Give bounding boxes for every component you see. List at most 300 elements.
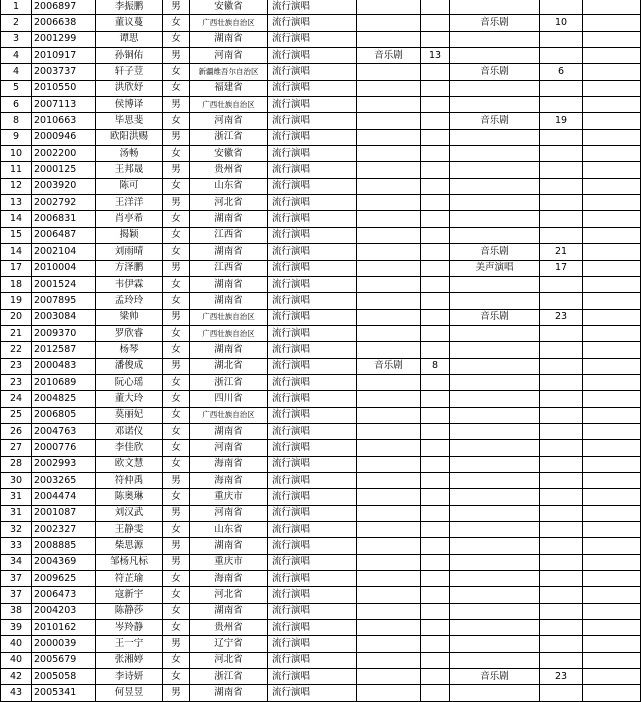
- province-cell[interactable]: 湖南省: [190, 244, 268, 260]
- extra-field-2-cell[interactable]: [450, 146, 540, 162]
- student-id-cell[interactable]: 2000776: [32, 440, 96, 456]
- extra-number-1-cell[interactable]: [421, 391, 450, 407]
- name-cell[interactable]: 王一宁: [96, 636, 163, 652]
- province-cell[interactable]: 安徽省: [190, 146, 268, 162]
- student-id-cell[interactable]: 2001299: [32, 31, 96, 47]
- extra-field-1-cell[interactable]: [357, 178, 421, 194]
- extra-field-2-cell[interactable]: [450, 571, 540, 587]
- name-cell[interactable]: 轩子荳: [96, 64, 163, 80]
- gender-cell[interactable]: 女: [163, 113, 190, 129]
- extra-field-2-cell[interactable]: [450, 97, 540, 113]
- category-cell[interactable]: 流行演唱: [268, 244, 357, 260]
- extra-field-1-cell[interactable]: [357, 211, 421, 227]
- student-id-cell[interactable]: 2005341: [32, 685, 96, 701]
- category-cell[interactable]: 流行演唱: [268, 260, 357, 276]
- extra-number-2-cell[interactable]: [540, 31, 583, 47]
- gender-cell[interactable]: 男: [163, 309, 190, 325]
- extra-number-1-cell[interactable]: [421, 538, 450, 554]
- extra-field-2-cell[interactable]: 音乐剧: [450, 64, 540, 80]
- province-cell[interactable]: 新疆维吾尔自治区: [190, 64, 268, 80]
- student-id-cell[interactable]: 2002200: [32, 146, 96, 162]
- row-index-cell[interactable]: 21: [1, 325, 32, 341]
- extra-field-1-cell[interactable]: [357, 571, 421, 587]
- province-cell[interactable]: 浙江省: [190, 669, 268, 685]
- extra-number-1-cell[interactable]: [421, 325, 450, 341]
- extra-number-2-cell[interactable]: [540, 423, 583, 439]
- category-cell[interactable]: 流行演唱: [268, 374, 357, 390]
- name-cell[interactable]: 莫丽妃: [96, 407, 163, 423]
- extra-field-2-cell[interactable]: 音乐剧: [450, 309, 540, 325]
- extra-number-2-cell[interactable]: [540, 97, 583, 113]
- extra-number-1-cell[interactable]: [421, 195, 450, 211]
- extra-number-2-cell[interactable]: [540, 407, 583, 423]
- category-cell[interactable]: 流行演唱: [268, 587, 357, 603]
- gender-cell[interactable]: 男: [163, 260, 190, 276]
- row-index-cell[interactable]: 10: [1, 146, 32, 162]
- extra-number-1-cell[interactable]: [421, 636, 450, 652]
- gender-cell[interactable]: 男: [163, 636, 190, 652]
- category-cell[interactable]: 流行演唱: [268, 472, 357, 488]
- extra-number-1-cell[interactable]: [421, 440, 450, 456]
- name-cell[interactable]: 侯博译: [96, 97, 163, 113]
- gender-cell[interactable]: 女: [163, 440, 190, 456]
- extra-field-2-cell[interactable]: [450, 227, 540, 243]
- extra-field-2-cell[interactable]: [450, 522, 540, 538]
- extra-number-1-cell[interactable]: [421, 620, 450, 636]
- extra-field-1-cell[interactable]: [357, 0, 421, 15]
- extra-number-2-cell[interactable]: [540, 325, 583, 341]
- student-id-cell[interactable]: 2002327: [32, 522, 96, 538]
- extra-number-1-cell[interactable]: 13: [421, 48, 450, 64]
- student-id-cell[interactable]: 2006487: [32, 227, 96, 243]
- extra-field-2-cell[interactable]: [450, 489, 540, 505]
- row-index-cell[interactable]: 17: [1, 260, 32, 276]
- empty-cell[interactable]: [583, 505, 641, 521]
- row-index-cell[interactable]: 19: [1, 293, 32, 309]
- name-cell[interactable]: 刘雨晴: [96, 244, 163, 260]
- gender-cell[interactable]: 女: [163, 146, 190, 162]
- extra-number-2-cell[interactable]: [540, 538, 583, 554]
- empty-cell[interactable]: [583, 129, 641, 145]
- student-id-cell[interactable]: 2006831: [32, 211, 96, 227]
- extra-field-2-cell[interactable]: [450, 620, 540, 636]
- student-id-cell[interactable]: 2004763: [32, 423, 96, 439]
- extra-number-1-cell[interactable]: [421, 603, 450, 619]
- gender-cell[interactable]: 男: [163, 358, 190, 374]
- category-cell[interactable]: 流行演唱: [268, 440, 357, 456]
- name-cell[interactable]: 陈静莎: [96, 603, 163, 619]
- name-cell[interactable]: 阮心瑶: [96, 374, 163, 390]
- province-cell[interactable]: 海南省: [190, 456, 268, 472]
- extra-number-2-cell[interactable]: 19: [540, 113, 583, 129]
- province-cell[interactable]: 河北省: [190, 195, 268, 211]
- province-cell[interactable]: 贵州省: [190, 620, 268, 636]
- student-id-cell[interactable]: 2001087: [32, 505, 96, 521]
- province-cell[interactable]: 广西壮族自治区: [190, 97, 268, 113]
- extra-number-2-cell[interactable]: [540, 195, 583, 211]
- extra-field-1-cell[interactable]: [357, 97, 421, 113]
- extra-number-1-cell[interactable]: [421, 178, 450, 194]
- extra-number-1-cell[interactable]: [421, 211, 450, 227]
- empty-cell[interactable]: [583, 685, 641, 701]
- extra-field-2-cell[interactable]: [450, 587, 540, 603]
- row-index-cell[interactable]: 37: [1, 587, 32, 603]
- name-cell[interactable]: 王邦晟: [96, 162, 163, 178]
- extra-field-2-cell[interactable]: [450, 685, 540, 701]
- extra-field-2-cell[interactable]: [450, 129, 540, 145]
- province-cell[interactable]: 河南省: [190, 505, 268, 521]
- extra-field-1-cell[interactable]: [357, 129, 421, 145]
- extra-field-1-cell[interactable]: [357, 293, 421, 309]
- empty-cell[interactable]: [583, 636, 641, 652]
- category-cell[interactable]: 流行演唱: [268, 571, 357, 587]
- empty-cell[interactable]: [583, 652, 641, 668]
- province-cell[interactable]: 广西壮族自治区: [190, 325, 268, 341]
- empty-cell[interactable]: [583, 178, 641, 194]
- row-index-cell[interactable]: 1: [1, 0, 32, 15]
- gender-cell[interactable]: 男: [163, 505, 190, 521]
- extra-number-1-cell[interactable]: [421, 244, 450, 260]
- name-cell[interactable]: 符芷瑜: [96, 571, 163, 587]
- province-cell[interactable]: 湖南省: [190, 276, 268, 292]
- province-cell[interactable]: 浙江省: [190, 129, 268, 145]
- row-index-cell[interactable]: 9: [1, 129, 32, 145]
- province-cell[interactable]: 河北省: [190, 652, 268, 668]
- name-cell[interactable]: 谭思: [96, 31, 163, 47]
- category-cell[interactable]: 流行演唱: [268, 603, 357, 619]
- name-cell[interactable]: 毕思斐: [96, 113, 163, 129]
- extra-field-1-cell[interactable]: [357, 276, 421, 292]
- category-cell[interactable]: 流行演唱: [268, 620, 357, 636]
- extra-number-1-cell[interactable]: [421, 554, 450, 570]
- empty-cell[interactable]: [583, 276, 641, 292]
- empty-cell[interactable]: [583, 227, 641, 243]
- row-index-cell[interactable]: 42: [1, 669, 32, 685]
- province-cell[interactable]: 重庆市: [190, 489, 268, 505]
- category-cell[interactable]: 流行演唱: [268, 64, 357, 80]
- name-cell[interactable]: 梁帅: [96, 309, 163, 325]
- row-index-cell[interactable]: 8: [1, 113, 32, 129]
- row-index-cell[interactable]: 12: [1, 178, 32, 194]
- extra-field-1-cell[interactable]: [357, 15, 421, 31]
- empty-cell[interactable]: [583, 15, 641, 31]
- extra-field-2-cell[interactable]: [450, 48, 540, 64]
- extra-field-1-cell[interactable]: [357, 391, 421, 407]
- category-cell[interactable]: 流行演唱: [268, 211, 357, 227]
- province-cell[interactable]: 安徽省: [190, 0, 268, 15]
- student-id-cell[interactable]: 2002993: [32, 456, 96, 472]
- student-id-cell[interactable]: 2003920: [32, 178, 96, 194]
- extra-field-2-cell[interactable]: [450, 440, 540, 456]
- name-cell[interactable]: 洪欣妤: [96, 80, 163, 96]
- extra-field-1-cell[interactable]: [357, 244, 421, 260]
- extra-number-2-cell[interactable]: 23: [540, 669, 583, 685]
- row-index-cell[interactable]: 14: [1, 244, 32, 260]
- student-id-cell[interactable]: 2006473: [32, 587, 96, 603]
- category-cell[interactable]: 流行演唱: [268, 456, 357, 472]
- extra-number-2-cell[interactable]: [540, 391, 583, 407]
- student-id-cell[interactable]: 2000946: [32, 129, 96, 145]
- name-cell[interactable]: 张湘婷: [96, 652, 163, 668]
- empty-cell[interactable]: [583, 603, 641, 619]
- extra-number-1-cell[interactable]: [421, 129, 450, 145]
- gender-cell[interactable]: 女: [163, 64, 190, 80]
- name-cell[interactable]: 孙铜佑: [96, 48, 163, 64]
- extra-number-2-cell[interactable]: [540, 276, 583, 292]
- student-id-cell[interactable]: 2002104: [32, 244, 96, 260]
- category-cell[interactable]: 流行演唱: [268, 652, 357, 668]
- empty-cell[interactable]: [583, 489, 641, 505]
- gender-cell[interactable]: 女: [163, 456, 190, 472]
- province-cell[interactable]: 海南省: [190, 571, 268, 587]
- extra-field-2-cell[interactable]: [450, 554, 540, 570]
- gender-cell[interactable]: 女: [163, 325, 190, 341]
- extra-number-2-cell[interactable]: [540, 227, 583, 243]
- gender-cell[interactable]: 女: [163, 603, 190, 619]
- row-index-cell[interactable]: 22: [1, 342, 32, 358]
- extra-field-1-cell[interactable]: [357, 31, 421, 47]
- empty-cell[interactable]: [583, 0, 641, 15]
- extra-field-2-cell[interactable]: [450, 652, 540, 668]
- extra-field-2-cell[interactable]: [450, 456, 540, 472]
- category-cell[interactable]: 流行演唱: [268, 423, 357, 439]
- extra-number-2-cell[interactable]: [540, 146, 583, 162]
- extra-field-1-cell[interactable]: [357, 505, 421, 521]
- row-index-cell[interactable]: 4: [1, 48, 32, 64]
- extra-field-1-cell[interactable]: [357, 587, 421, 603]
- empty-cell[interactable]: [583, 162, 641, 178]
- extra-field-1-cell[interactable]: [357, 195, 421, 211]
- extra-field-2-cell[interactable]: [450, 80, 540, 96]
- category-cell[interactable]: 流行演唱: [268, 325, 357, 341]
- extra-field-2-cell[interactable]: [450, 505, 540, 521]
- province-cell[interactable]: 贵州省: [190, 162, 268, 178]
- extra-number-1-cell[interactable]: [421, 146, 450, 162]
- row-index-cell[interactable]: 30: [1, 472, 32, 488]
- province-cell[interactable]: 河南省: [190, 440, 268, 456]
- extra-number-2-cell[interactable]: [540, 456, 583, 472]
- empty-cell[interactable]: [583, 342, 641, 358]
- category-cell[interactable]: 流行演唱: [268, 227, 357, 243]
- extra-field-1-cell[interactable]: [357, 64, 421, 80]
- student-id-cell[interactable]: 2003737: [32, 64, 96, 80]
- gender-cell[interactable]: 女: [163, 227, 190, 243]
- province-cell[interactable]: 福建省: [190, 80, 268, 96]
- student-id-cell[interactable]: 2004474: [32, 489, 96, 505]
- name-cell[interactable]: 邓诺仪: [96, 423, 163, 439]
- empty-cell[interactable]: [583, 620, 641, 636]
- province-cell[interactable]: 湖南省: [190, 538, 268, 554]
- extra-field-1-cell[interactable]: [357, 146, 421, 162]
- category-cell[interactable]: 流行演唱: [268, 162, 357, 178]
- empty-cell[interactable]: [583, 211, 641, 227]
- row-index-cell[interactable]: 39: [1, 620, 32, 636]
- row-index-cell[interactable]: 2: [1, 15, 32, 31]
- student-id-cell[interactable]: 2004203: [32, 603, 96, 619]
- row-index-cell[interactable]: 20: [1, 309, 32, 325]
- student-id-cell[interactable]: 2009370: [32, 325, 96, 341]
- gender-cell[interactable]: 女: [163, 669, 190, 685]
- name-cell[interactable]: 方泽鹏: [96, 260, 163, 276]
- student-id-cell[interactable]: 2012587: [32, 342, 96, 358]
- extra-field-1-cell[interactable]: [357, 374, 421, 390]
- name-cell[interactable]: 邹杨凡标: [96, 554, 163, 570]
- student-id-cell[interactable]: 2010162: [32, 620, 96, 636]
- student-id-cell[interactable]: 2006638: [32, 15, 96, 31]
- extra-number-1-cell[interactable]: [421, 407, 450, 423]
- extra-field-1-cell[interactable]: [357, 162, 421, 178]
- province-cell[interactable]: 广西壮族自治区: [190, 407, 268, 423]
- extra-number-2-cell[interactable]: [540, 505, 583, 521]
- row-index-cell[interactable]: 26: [1, 423, 32, 439]
- gender-cell[interactable]: 女: [163, 374, 190, 390]
- province-cell[interactable]: 湖南省: [190, 211, 268, 227]
- category-cell[interactable]: 流行演唱: [268, 685, 357, 701]
- name-cell[interactable]: 董大玲: [96, 391, 163, 407]
- empty-cell[interactable]: [583, 423, 641, 439]
- extra-number-1-cell[interactable]: [421, 227, 450, 243]
- empty-cell[interactable]: [583, 538, 641, 554]
- name-cell[interactable]: 欧文慧: [96, 456, 163, 472]
- gender-cell[interactable]: 女: [163, 342, 190, 358]
- student-id-cell[interactable]: 2006805: [32, 407, 96, 423]
- gender-cell[interactable]: 女: [163, 211, 190, 227]
- empty-cell[interactable]: [583, 571, 641, 587]
- province-cell[interactable]: 河南省: [190, 48, 268, 64]
- extra-number-2-cell[interactable]: 23: [540, 309, 583, 325]
- extra-field-1-cell[interactable]: [357, 325, 421, 341]
- row-index-cell[interactable]: 31: [1, 505, 32, 521]
- empty-cell[interactable]: [583, 293, 641, 309]
- extra-number-2-cell[interactable]: [540, 652, 583, 668]
- province-cell[interactable]: 湖南省: [190, 342, 268, 358]
- row-index-cell[interactable]: 11: [1, 162, 32, 178]
- extra-number-2-cell[interactable]: [540, 374, 583, 390]
- extra-number-1-cell[interactable]: [421, 80, 450, 96]
- category-cell[interactable]: 流行演唱: [268, 554, 357, 570]
- empty-cell[interactable]: [583, 472, 641, 488]
- province-cell[interactable]: 广西壮族自治区: [190, 15, 268, 31]
- extra-number-2-cell[interactable]: 21: [540, 244, 583, 260]
- gender-cell[interactable]: 男: [163, 538, 190, 554]
- row-index-cell[interactable]: 28: [1, 456, 32, 472]
- empty-cell[interactable]: [583, 440, 641, 456]
- student-id-cell[interactable]: 2010917: [32, 48, 96, 64]
- empty-cell[interactable]: [583, 195, 641, 211]
- extra-number-1-cell[interactable]: [421, 374, 450, 390]
- name-cell[interactable]: 揭颖: [96, 227, 163, 243]
- extra-number-1-cell[interactable]: [421, 260, 450, 276]
- extra-number-2-cell[interactable]: [540, 685, 583, 701]
- extra-field-2-cell[interactable]: [450, 178, 540, 194]
- extra-field-2-cell[interactable]: [450, 538, 540, 554]
- student-id-cell[interactable]: 2010550: [32, 80, 96, 96]
- gender-cell[interactable]: 男: [163, 162, 190, 178]
- extra-field-2-cell[interactable]: [450, 423, 540, 439]
- category-cell[interactable]: 流行演唱: [268, 505, 357, 521]
- gender-cell[interactable]: 女: [163, 587, 190, 603]
- province-cell[interactable]: 山东省: [190, 178, 268, 194]
- extra-number-2-cell[interactable]: [540, 358, 583, 374]
- gender-cell[interactable]: 男: [163, 48, 190, 64]
- province-cell[interactable]: 重庆市: [190, 554, 268, 570]
- extra-number-2-cell[interactable]: [540, 80, 583, 96]
- name-cell[interactable]: 何昱昱: [96, 685, 163, 701]
- category-cell[interactable]: 流行演唱: [268, 342, 357, 358]
- gender-cell[interactable]: 男: [163, 0, 190, 15]
- gender-cell[interactable]: 男: [163, 472, 190, 488]
- extra-field-2-cell[interactable]: 音乐剧: [450, 15, 540, 31]
- extra-field-1-cell[interactable]: [357, 652, 421, 668]
- category-cell[interactable]: 流行演唱: [268, 195, 357, 211]
- extra-field-1-cell[interactable]: [357, 407, 421, 423]
- extra-field-1-cell[interactable]: [357, 260, 421, 276]
- extra-number-2-cell[interactable]: [540, 342, 583, 358]
- empty-cell[interactable]: [583, 309, 641, 325]
- extra-field-2-cell[interactable]: [450, 31, 540, 47]
- extra-field-1-cell[interactable]: [357, 636, 421, 652]
- name-cell[interactable]: 杨琴: [96, 342, 163, 358]
- row-index-cell[interactable]: 23: [1, 374, 32, 390]
- extra-field-1-cell[interactable]: [357, 554, 421, 570]
- name-cell[interactable]: 罗欣睿: [96, 325, 163, 341]
- province-cell[interactable]: 湖北省: [190, 358, 268, 374]
- extra-field-1-cell[interactable]: [357, 472, 421, 488]
- name-cell[interactable]: 肖亭希: [96, 211, 163, 227]
- row-index-cell[interactable]: 34: [1, 554, 32, 570]
- extra-number-1-cell[interactable]: [421, 113, 450, 129]
- category-cell[interactable]: 流行演唱: [268, 146, 357, 162]
- student-id-cell[interactable]: 2004825: [32, 391, 96, 407]
- extra-field-2-cell[interactable]: 音乐剧: [450, 113, 540, 129]
- extra-field-1-cell[interactable]: [357, 489, 421, 505]
- empty-cell[interactable]: [583, 358, 641, 374]
- extra-field-1-cell[interactable]: [357, 456, 421, 472]
- extra-number-2-cell[interactable]: 17: [540, 260, 583, 276]
- empty-cell[interactable]: [583, 407, 641, 423]
- province-cell[interactable]: 湖南省: [190, 685, 268, 701]
- extra-field-1-cell[interactable]: [357, 113, 421, 129]
- gender-cell[interactable]: 女: [163, 652, 190, 668]
- category-cell[interactable]: 流行演唱: [268, 489, 357, 505]
- name-cell[interactable]: 符仲禹: [96, 472, 163, 488]
- name-cell[interactable]: 李佳欣: [96, 440, 163, 456]
- extra-number-1-cell[interactable]: [421, 64, 450, 80]
- student-id-cell[interactable]: 2003084: [32, 309, 96, 325]
- province-cell[interactable]: 湖南省: [190, 293, 268, 309]
- name-cell[interactable]: 刘汉武: [96, 505, 163, 521]
- empty-cell[interactable]: [583, 146, 641, 162]
- student-id-cell[interactable]: 2009625: [32, 571, 96, 587]
- row-index-cell[interactable]: 6: [1, 97, 32, 113]
- extra-field-2-cell[interactable]: [450, 162, 540, 178]
- empty-cell[interactable]: [583, 80, 641, 96]
- category-cell[interactable]: 流行演唱: [268, 669, 357, 685]
- extra-field-1-cell[interactable]: [357, 80, 421, 96]
- gender-cell[interactable]: 女: [163, 571, 190, 587]
- province-cell[interactable]: 海南省: [190, 472, 268, 488]
- gender-cell[interactable]: 女: [163, 80, 190, 96]
- name-cell[interactable]: 寇新宇: [96, 587, 163, 603]
- extra-field-2-cell[interactable]: [450, 195, 540, 211]
- gender-cell[interactable]: 女: [163, 407, 190, 423]
- extra-field-1-cell[interactable]: [357, 669, 421, 685]
- extra-field-2-cell[interactable]: [450, 211, 540, 227]
- gender-cell[interactable]: 女: [163, 423, 190, 439]
- extra-number-2-cell[interactable]: 10: [540, 15, 583, 31]
- extra-number-1-cell[interactable]: [421, 342, 450, 358]
- province-cell[interactable]: 广西壮族自治区: [190, 309, 268, 325]
